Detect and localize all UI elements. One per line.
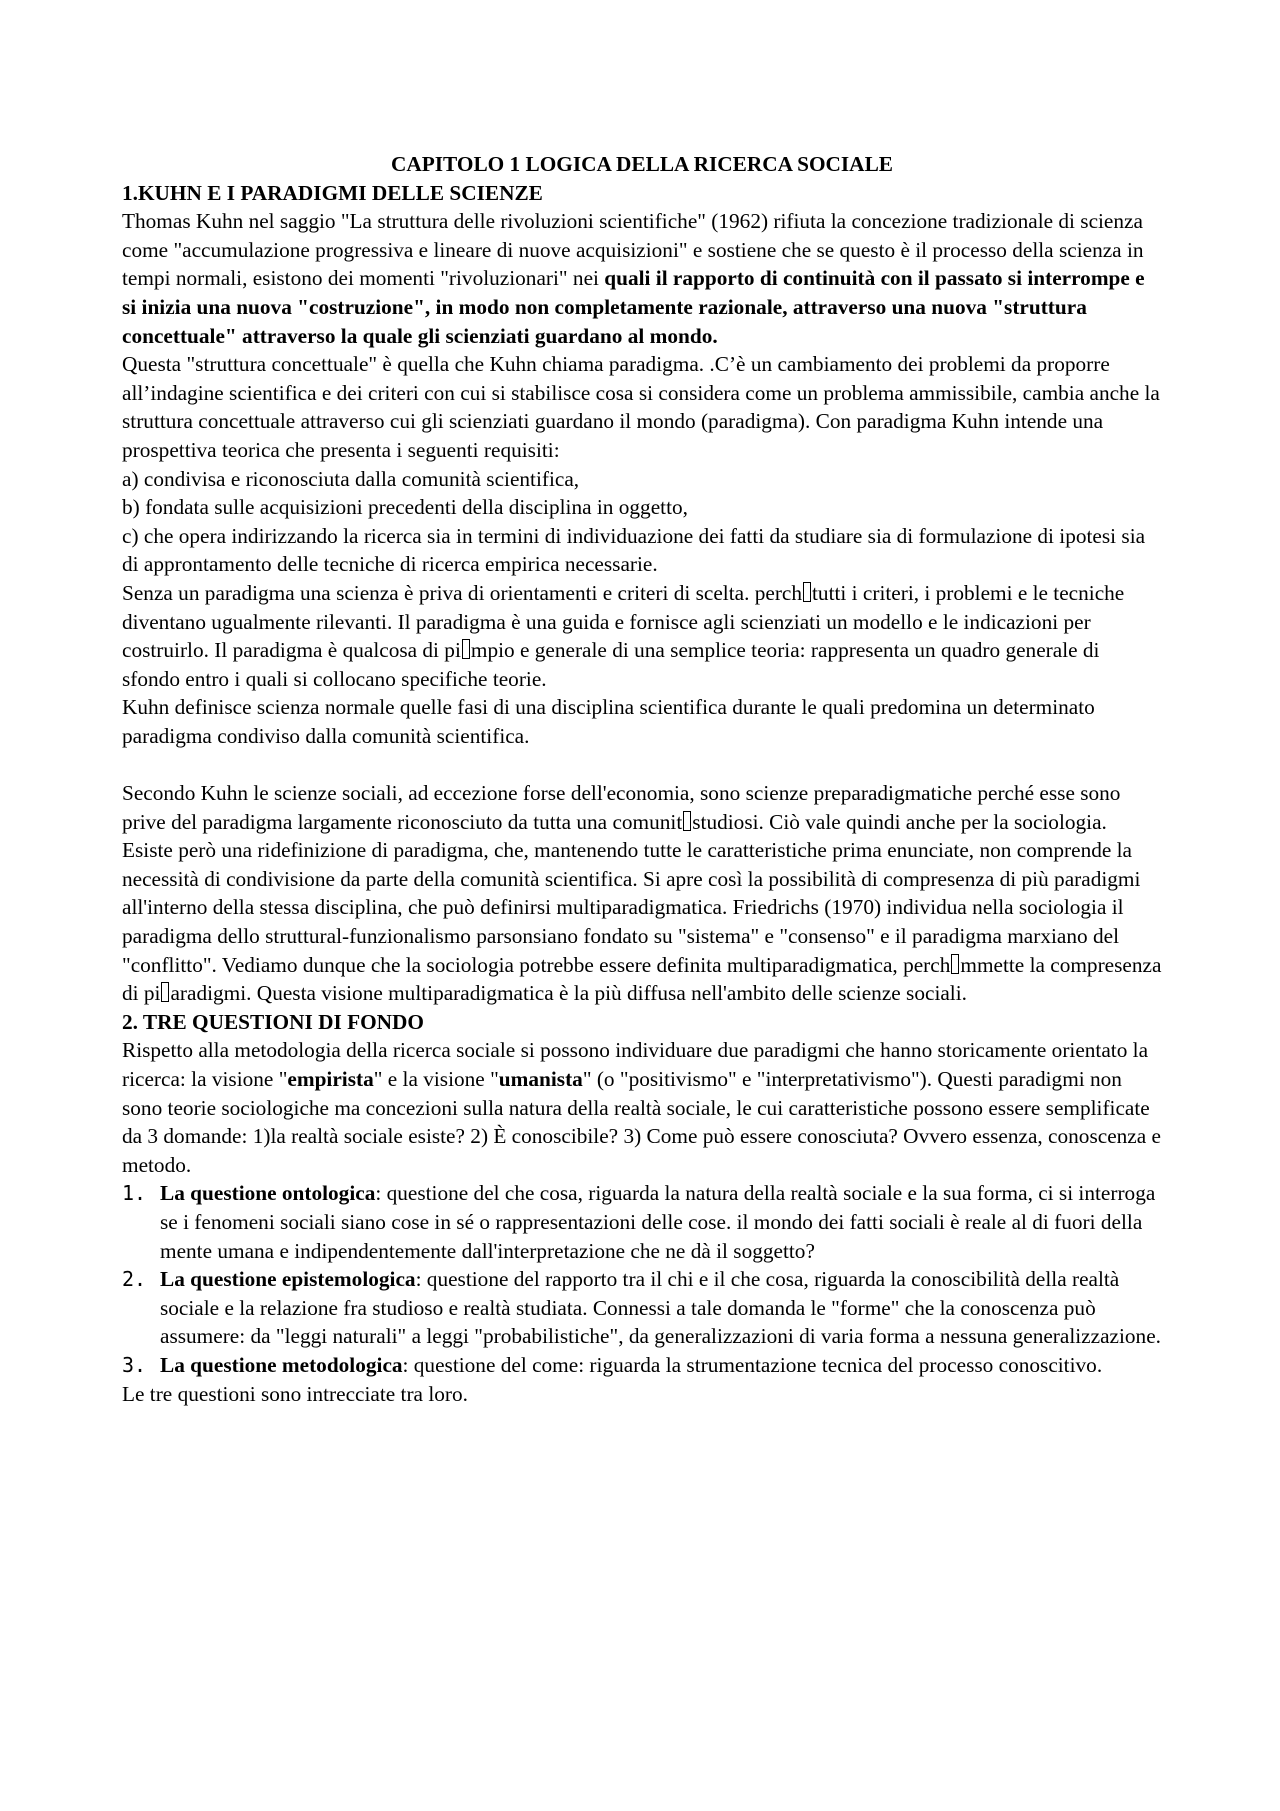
text-part-e: " (o "positivismo" e "interpretativismo"). Questi paradigmi non sono teorie sociologiche ma concezioni sulla natura della realtà sociale, le cui caratteristiche possono essere semplificate da 3 domande: 1)la realtà sociale esiste? 2) È conoscibile? 3) Come può essere conosciuta? Ovvero essenza, conoscenza e metodo.: [122, 1067, 1161, 1177]
missing-glyph-icon: [683, 811, 691, 831]
questions-list: [122, 1179, 1162, 1379]
text-part-a: Senza un paradigma una scienza è priva di orientamenti e criteri di scelta. perch: [122, 580, 803, 605]
term-empirista: empirista: [287, 1067, 374, 1091]
item-term: La questione metodologica: [160, 1352, 403, 1377]
item-text: : questione del rapporto tra il chi e il che cosa, riguarda la conoscibilità della realtà sociale e la relazione fra studioso e realtà studiata. Connessi a tale domanda le "forme" che la conoscenza può assumere: da "leggi naturali" a leggi "probabilistiche", da generalizzazioni di varia forma a nessuna generalizzazione.: [160, 1267, 1161, 1349]
text-part-d: aradigmi. Questa visione multiparadigmatica è la più diffusa nell'ambito delle scienze sociali.: [170, 981, 967, 1006]
requirement-a: a) condivisa e riconosciuta dalla comunità scientifica,: [122, 466, 580, 491]
text-normal: Thomas Kuhn nel saggio "La struttura delle rivoluzioni scientifiche" (1962) rifiuta la concezione tradizionale di scienza come "accumulazione progressiva e lineare di nuove acquisizioni" e sostiene che se questo è il processo della scienza in tempi normali, esistono dei momenti "rivoluzionari" nei: [122, 209, 1144, 291]
paragraph-struttura-concettuale: Questa "struttura concettuale" è quella che Kuhn chiama paradigma. .C’è un cambiamento dei problemi da proporre all’indagine scientifica e dei criteri con cui si stabilisce cosa si considera come un problema ammissibile, cambia anche la struttura concettuale attraverso cui gli scienziati guardano il mondo (paradigma). Con paradigma Kuhn intende una prospettiva teorica che presenta i seguenti requisiti:: [122, 352, 1160, 462]
item-text: : questione del come: riguarda la strumentazione tecnica del processo conoscitivo.: [402, 1352, 1103, 1377]
list-item-ontologica: [122, 1179, 1162, 1265]
item-term: La questione epistemologica: [160, 1267, 416, 1292]
text-part-a: Rispetto alla metodologia della ricerca sociale si possono individuare due paradigmi che hanno storicamente orientato la ricerca: la visione ": [122, 1038, 1149, 1091]
paragraph-metodologia: [122, 1036, 1162, 1179]
list-item-metodologica: [122, 1351, 1162, 1380]
text-part-c: mpio e generale di una semplice teoria: rappresenta un quadro generale di sfondo entro i quali si collocano specifiche teorie.: [122, 638, 1100, 691]
text-part-c: " e la visione ": [373, 1067, 499, 1091]
missing-glyph-icon: [803, 582, 811, 602]
requirement-b: b) fondata sulle acquisizioni precedenti della disciplina in oggetto,: [122, 495, 688, 520]
text-part-c: mmette la compresenza di pi: [122, 952, 1162, 1006]
missing-glyph-icon: [161, 982, 169, 1002]
list-number: 1.: [122, 1181, 147, 1206]
list-number: 2.: [122, 1267, 147, 1292]
text-part-a: Secondo Kuhn le scienze sociali, ad eccezione forse dell'economia, sono scienze preparadigmatiche perché esse sono prive del paradigma largamente riconosciuto da tutta una comunit: [122, 781, 1121, 834]
chapter-title: CAPITOLO 1 LOGICA DELLA RICERCA SOCIALE: [391, 152, 893, 176]
paragraph-scienze-sociali: [122, 779, 1162, 1008]
requirement-c: c) che opera indirizzando la ricerca sia in termini di individuazione dei fatti da studiare sia di formulazione di ipotesi sia di approntamento delle tecniche di ricerca empirica necessarie.: [122, 523, 1146, 577]
item-term: La questione ontologica: [160, 1181, 376, 1206]
term-umanista: umanista: [498, 1067, 583, 1091]
text-part-b: studiosi. Ciò vale quindi anche per la sociologia. Esiste però una ridefinizione di paradigma, che, mantenendo tutte le caratteristiche prima enunciate, non comprende la necessità di condivisione da parte della comunità scientifica. Si apre così la possibilità di compresenza di più paradigmi all'interno della stessa disciplina, che può definirsi multiparadigmatica. Friedrichs (1970) individua nella sociologia il paradigma dello struttural-funzionalismo parsonsiano fondato su "sistema" e "consenso" e il paradigma marxiano del "conflitto". Vediamo dunque che la sociologia potrebbe essere definita multiparadigmatica, perch: [122, 809, 1141, 977]
list-item-epistemologica: [122, 1265, 1162, 1351]
closing-sentence: Le tre questioni sono intrecciate tra loro.: [122, 1381, 468, 1406]
blank-line: [122, 750, 1162, 779]
section-heading-questioni: 2. TRE QUESTIONI DI FONDO: [122, 1009, 424, 1034]
document-page: [122, 150, 1162, 1408]
item-text: : questione del che cosa, riguarda la natura della realtà sociale e la sua forma, ci si interroga se i fenomeni sociali siano cose in sé o rappresentazioni delle cose. il mondo dei fatti sociali è reale al di fuori della mente umana e indipendentemente dall'interpretazione che ne dà il soggetto?: [160, 1181, 1156, 1263]
missing-glyph-icon: [462, 639, 470, 659]
missing-glyph-icon: [951, 954, 959, 974]
list-number: 3.: [122, 1352, 147, 1377]
paragraph-senza-paradigma: [122, 579, 1162, 693]
text-bold: quali il rapporto di continuità con il passato si interrompe e si inizia una nuova "costruzione", in modo non completamente razionale, attraverso una nuova "struttura concettuale" attraverso la quale gli scienziati guardano al mondo.: [122, 266, 1145, 348]
text-part-b: tutti i criteri, i problemi e le tecniche diventano ugualmente rilevanti. Il paradigma è una guida e fornisce agli scienziati un modello e le indicazioni per costruirlo. Il paradigma è qualcosa di pi: [122, 580, 1125, 663]
section-heading-kuhn: 1.KUHN E I PARADIGMI DELLE SCIENZE: [122, 180, 543, 205]
paragraph-kuhn-intro: [122, 207, 1162, 350]
paragraph-scienza-normale: Kuhn definisce scienza normale quelle fasi di una disciplina scientifica durante le quali predomina un determinato paradigma condiviso dalla comunità scientifica.: [122, 695, 1095, 748]
